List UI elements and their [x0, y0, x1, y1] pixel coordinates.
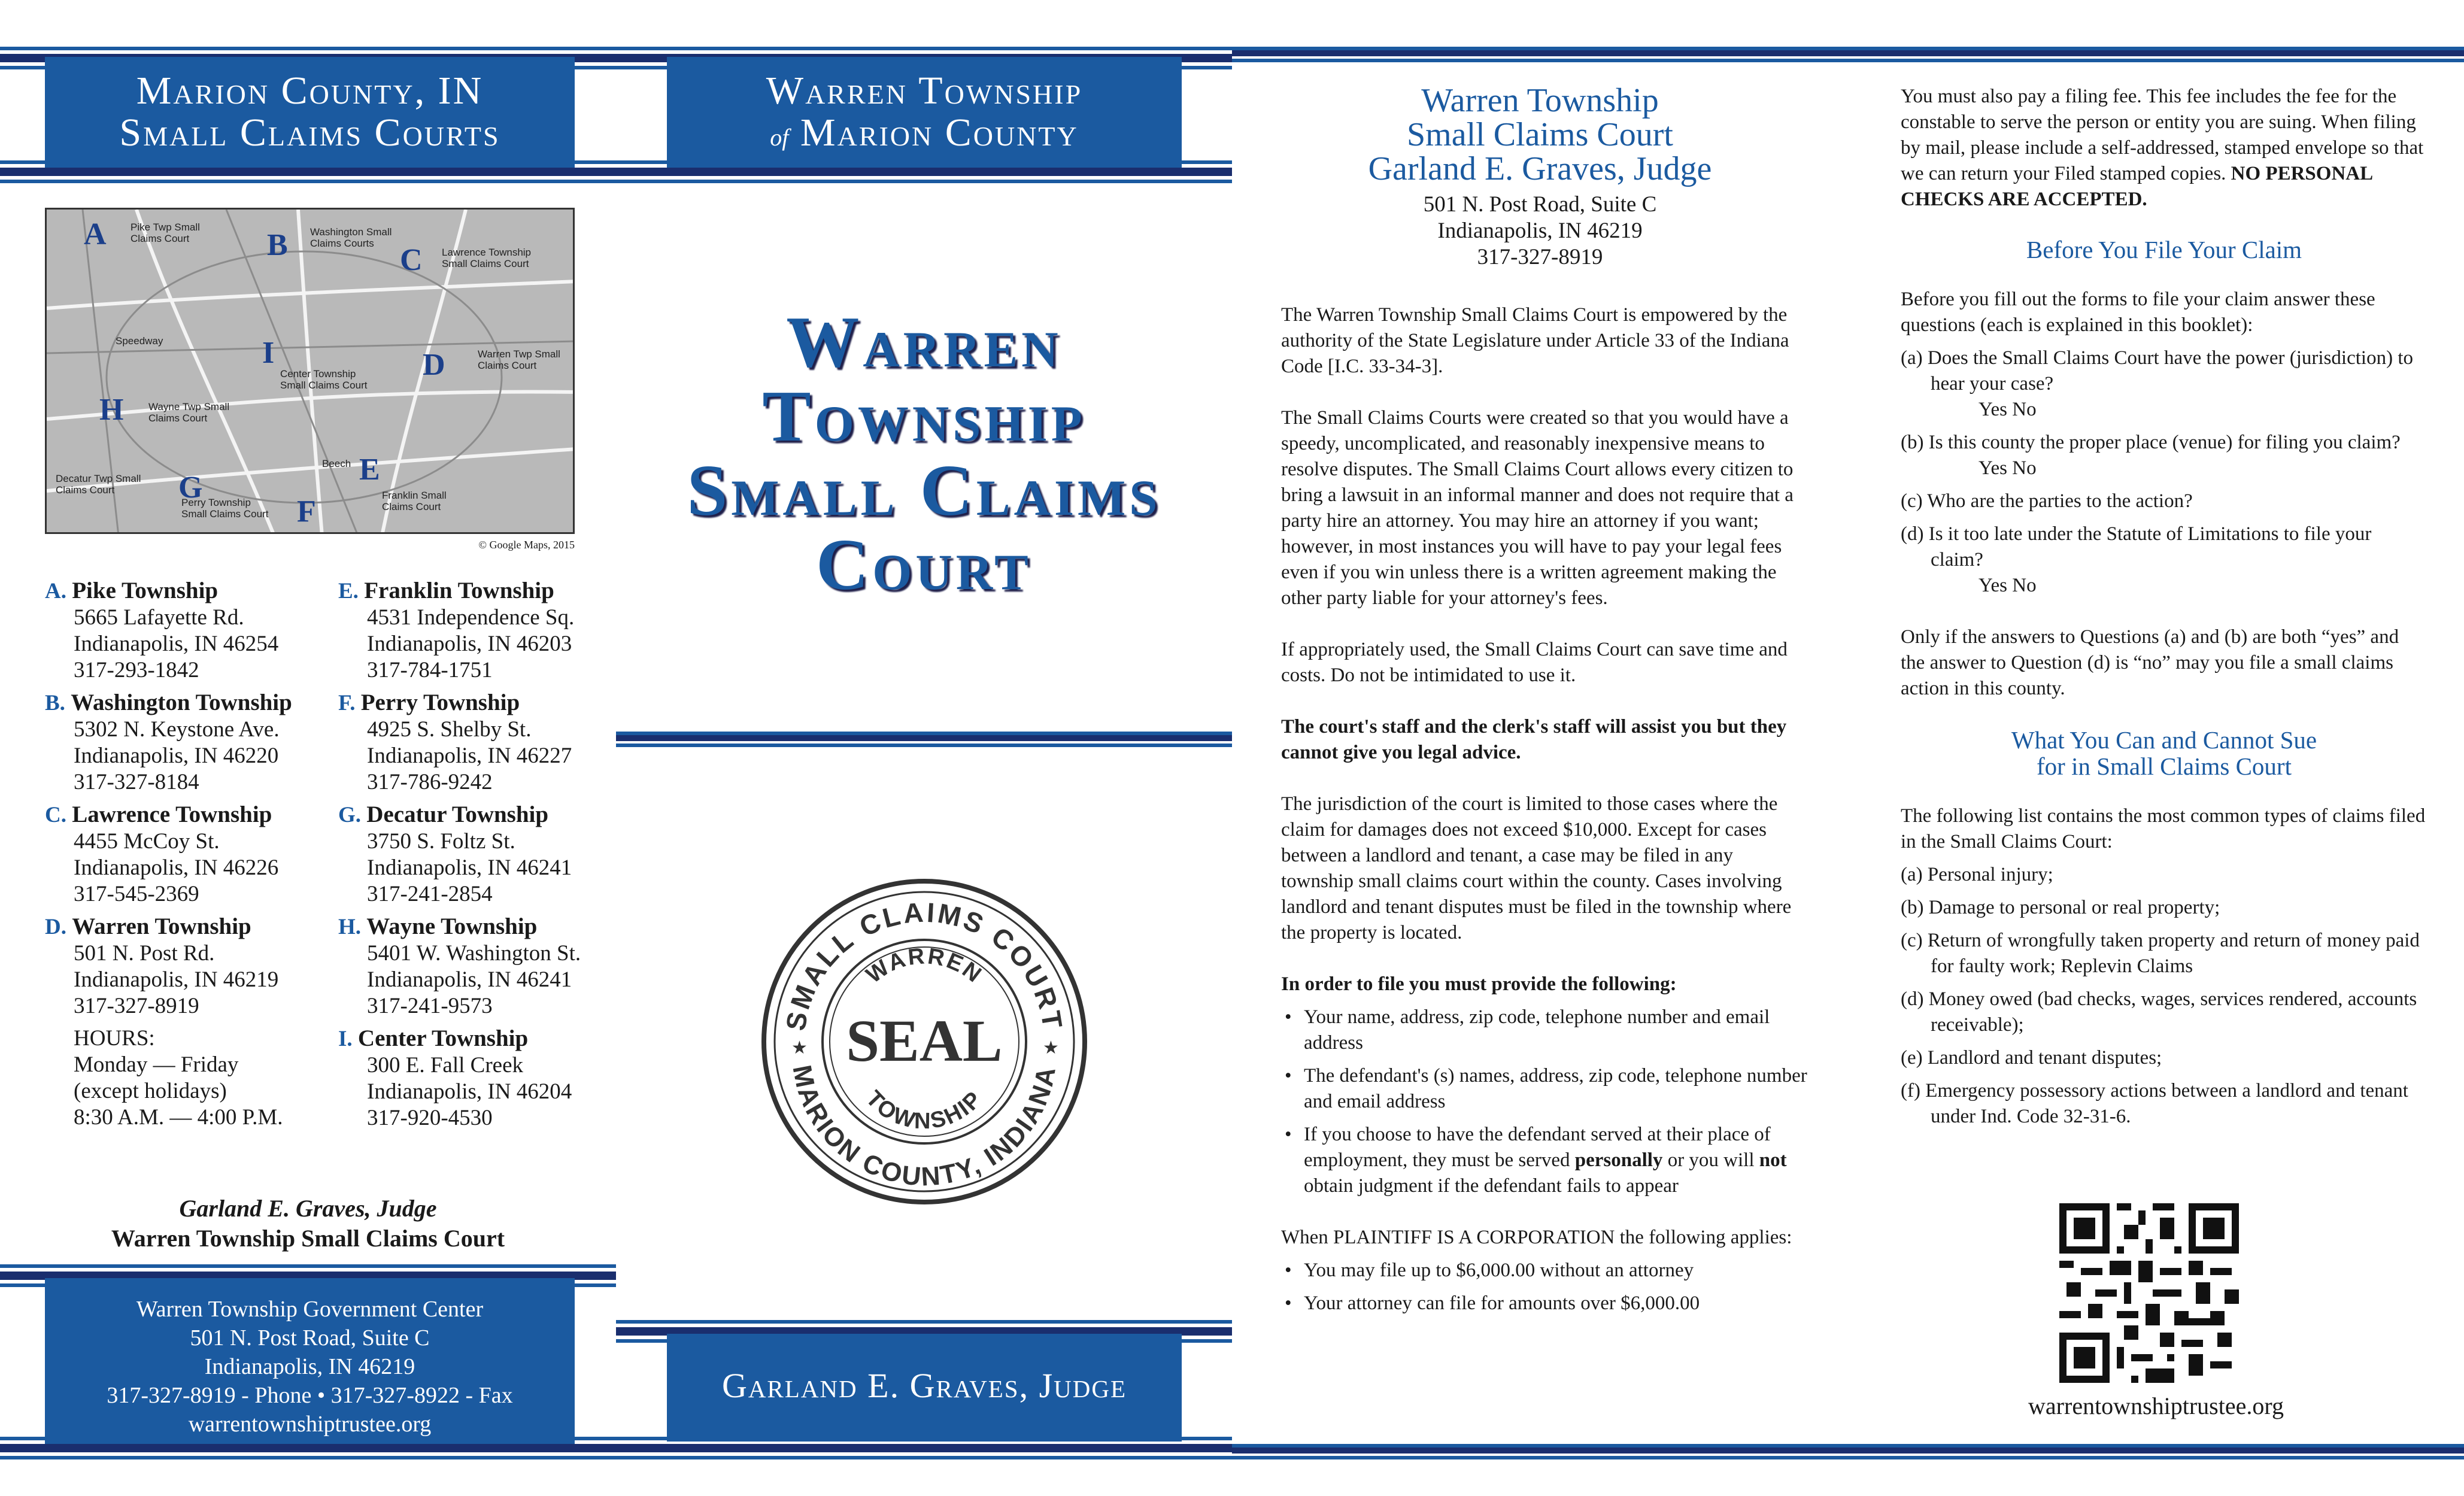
township-header-line1: Warren Township [766, 69, 1083, 113]
map-marker-e: E [359, 453, 380, 487]
judge-name: Garland E. Graves, Judge [179, 1195, 437, 1222]
township-entry: I. Center Township 300 E. Fall Creek Indianapolis, IN 46204 317-920-4530 [338, 1025, 572, 1130]
footer-phone-fax: 317-327-8919 - Phone • 317-327-8922 - Fax [107, 1383, 513, 1408]
hours-block: HOURS: Monday — Friday (except holidays) 8:30 A.M. — 4:00 P.M. [74, 1026, 283, 1130]
map-marker-f: F [297, 494, 316, 529]
court-address: 501 N. Post Road, Suite C Indianapolis, IN 46219 317-327-8919 [1423, 192, 1657, 269]
map-label-b: Washington Small Claims Courts [310, 226, 392, 249]
inside-left-body [1281, 302, 1808, 1316]
map-place-speedway: Speedway [116, 335, 163, 347]
township-entry: C. Lawrence Township 4455 McCoy St. Indianapolis, IN 46226 317-545-2369 [45, 802, 279, 906]
footer-city: Indianapolis, IN 46219 [204, 1354, 415, 1379]
yes-no-a: Yes No [1979, 399, 2037, 420]
map-marker-c: C [400, 243, 423, 277]
panel-back-left [0, 0, 616, 1496]
header-of: of [770, 124, 789, 151]
para-staff: The court's staff and the clerk's staff will assist you but they cannot give you legal advice. [1281, 716, 1787, 763]
before-intro: Before you fill out the forms to file your claim answer these questions (each is explained in this booklet): [1901, 289, 2375, 336]
map-label-f: Perry Township Small Claims Court [181, 497, 269, 520]
bottom-rule [1848, 1444, 2464, 1459]
claim-type: (f) Emergency possessory actions between a landlord and tenant under Ind. Code 32-31-6. [1901, 1080, 2408, 1127]
inside-right-body [1901, 84, 2427, 1130]
map-marker-g: G [178, 471, 203, 505]
para-filing-fee: You must also pay a filing fee. This fee includes the fee for the constable to serve the person or entity you are suing. When filing by mail, please include a self-addressed, stamped envelope so that we can return your Filed stamped copies. NO PERSONAL CHECKS ARE ACCEPTED. [1901, 86, 2424, 210]
para-jurisdiction: The jurisdiction of the court is limited to those cases where the claim for damages does not exceed $10,000. Except for cases between a landlord and tenant, a case may be filed in any township small claims court within the county. Cases involving landlord and tenant disputes must be filed in the township where the property is located. [1281, 793, 1792, 943]
township-column-right [338, 578, 581, 1131]
header-rule [616, 160, 1232, 184]
township-entry: G. Decatur Township 3750 S. Foltz St. Indianapolis, IN 46241 317-241-2854 [338, 802, 572, 906]
cover-title: Warren Township Small Claims Court [687, 302, 1161, 605]
seal-star-left-icon: ★ [791, 1038, 808, 1058]
map-label-g: Decatur Twp Small Claims Court [56, 473, 141, 496]
map-label-d: Warren Twp Small Claims Court [478, 348, 560, 371]
before-heading: Before You File Your Claim [2026, 236, 2302, 263]
panel-front-cover [616, 0, 1232, 1496]
provide-heading: In order to file you must provide the following: [1281, 973, 1677, 995]
seal-center-text: SEAL [846, 1008, 1003, 1074]
map-marker-d: D [423, 348, 445, 382]
seal-top-text: SMALL CLAIMS COURT [779, 896, 1069, 1033]
provide-item: • If you choose to have the defendant served at their place of employment, they must be served personally or you will not obtain judgment if the defendant fails to appear [1281, 1122, 1808, 1199]
court-name: Warren Township Small Claims Court [111, 1225, 505, 1252]
township-header [667, 57, 1182, 168]
map-copyright: © Google Maps, 2015 [478, 539, 575, 551]
map-marker-i: I [262, 336, 275, 370]
map-label-i: Center Township Small Claims Court [280, 368, 368, 391]
sue-heading: What You Can and Cannot Sue for in Small Claims Court [2011, 726, 2317, 780]
claim-type: (d) Money owed (bad checks, wages, services rendered, accounts receivable); [1901, 988, 2417, 1036]
bottom-rule [0, 1437, 616, 1461]
yes-no-b: Yes No [1979, 457, 2037, 479]
claim-type: (c) Return of wrongfully taken property and return of money paid for faulty work; Replevin Claims [1901, 930, 2420, 977]
list-intro: The following list contains the most common types of claims filed in the Small Claims Court: [1901, 805, 2426, 852]
court-heading: Warren Township Small Claims Court Garland E. Graves, Judge [1368, 82, 1712, 187]
cover-judge-name: Garland E. Graves, Judge [721, 1366, 1127, 1405]
seal-lower-text: TOWNSHIP [861, 1085, 988, 1134]
question-b: (b) Is this county the proper place (venue) for filing you claim? [1901, 432, 2401, 453]
para-empowered: The Warren Township Small Claims Court is empowered by the authority of the State Legislature under Article 33 of the Indiana Code [I.C. 33-34-3]. [1281, 304, 1789, 377]
footer-center-name: Warren Township Government Center [136, 1297, 484, 1322]
map-label-e: Franklin Small Claims Court [382, 490, 447, 512]
township-entry: F. Perry Township 4925 S. Shelby St. Indianapolis, IN 46227 317-786-9242 [338, 690, 572, 794]
footer-address: 501 N. Post Road, Suite C [190, 1325, 430, 1351]
provide-item: • Your name, address, zip code, telephone number and email address [1281, 1005, 1808, 1056]
map-marker-a: A [84, 217, 107, 251]
township-column-left [45, 578, 292, 1131]
top-rule [1848, 47, 2464, 62]
question-c: (c) Who are the parties to the action? [1901, 490, 2193, 512]
yes-no-d: Yes No [1979, 575, 2037, 596]
county-header-line2: Small Claims Courts [119, 111, 500, 154]
qr-code-icon[interactable] [2059, 1203, 2239, 1383]
corporation-item: • You may file up to $6,000.00 without an attorney [1281, 1258, 1808, 1283]
map-label-c: Lawrence Township Small Claims Court [442, 247, 531, 269]
court-seal [757, 874, 1092, 1209]
header-rule [0, 160, 616, 184]
map-marker-h: H [99, 393, 124, 427]
township-entry: A. Pike Township 5665 Lafayette Rd. Indianapolis, IN 46254 317-293-1842 [45, 578, 279, 682]
provide-item: • The defendant's (s) names, address, zip code, telephone number and email address [1281, 1063, 1808, 1115]
courts-map [45, 208, 575, 534]
para-purpose: The Small Claims Courts were created so that you would have a speedy, uncomplicated, and reasonably inexpensive means to resolve disputes. The Small Claims Court allows every citizen to bring a lawsuit in an informal manner and does not require that a party hire an attorney. You may hire an attorney if you want; however, in most instances you will have to pay your legal fees even if you win unless there is a written agreement making the other party liable for your attorney's fees. [1281, 407, 1794, 609]
county-header [45, 57, 575, 168]
para-save-time: If appropriately used, the Small Claims Court can save time and costs. Do not be intimidated to use it. [1281, 639, 1788, 686]
seal-bottom-text: MARION COUNTY, INDIANA [787, 1063, 1062, 1192]
map-marker-b: B [267, 228, 288, 262]
footer-website[interactable]: warrentownshiptrustee.org [188, 1412, 432, 1437]
question-a: (a) Does the Small Claims Court have the power (jurisdiction) to hear your case? [1901, 347, 2413, 395]
township-entry: D. Warren Township 501 N. Post Rd. Indianapolis, IN 46219 317-327-8919 [45, 914, 279, 1018]
bottom-rule [616, 1437, 1232, 1461]
bottom-rule [1232, 1444, 1848, 1459]
county-header-line1: Marion County, IN [136, 69, 484, 113]
seal-star-right-icon: ★ [1043, 1038, 1059, 1058]
website-link[interactable]: warrentownshiptrustee.org [2028, 1392, 2284, 1419]
township-entry: H. Wayne Township 5401 W. Washington St. Indianapolis, IN 46241 317-241-9573 [338, 914, 581, 1018]
claim-type: (a) Personal injury; [1901, 864, 2053, 885]
map-label-h: Wayne Twp Small Claims Court [148, 401, 230, 424]
only-if-para: Only if the answers to Questions (a) and (b) are both “yes” and the answer to Question (d) is “no” may you file a small claims action in this county. [1901, 626, 2399, 699]
township-header-line2: Marion County [800, 111, 1079, 154]
judge-footer [667, 1334, 1182, 1442]
claim-type: (b) Damage to personal or real property; [1901, 897, 2220, 918]
map-label-a: Pike Twp Small Claims Court [131, 221, 200, 244]
contact-footer [45, 1278, 575, 1446]
claim-type: (e) Landlord and tenant disputes; [1901, 1047, 2162, 1069]
mid-rule [616, 732, 1232, 747]
township-entry: E. Franklin Township 4531 Independence Sq. Indianapolis, IN 46203 317-784-1751 [338, 578, 575, 682]
map-place-beech: Beech [322, 458, 351, 469]
corporation-item: • Your attorney can file for amounts over $6,000.00 [1281, 1291, 1808, 1316]
township-entry: B. Washington Township 5302 N. Keystone Ave. Indianapolis, IN 46220 317-327-8184 [45, 690, 292, 794]
corporation-heading: When PLAINTIFF IS A CORPORATION the following applies: [1281, 1227, 1792, 1248]
panel-inside-left [1232, 0, 1848, 1496]
question-d: (d) Is it too late under the Statute of Limitations to file your claim? [1901, 523, 2372, 571]
seal-upper-text: WARREN [861, 943, 987, 989]
top-rule [1232, 47, 1848, 62]
